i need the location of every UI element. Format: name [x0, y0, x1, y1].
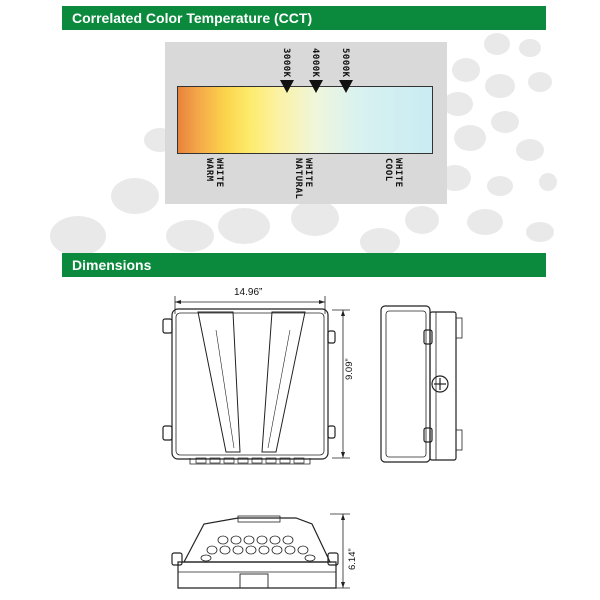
marker-label-3000k: 3000K	[281, 48, 291, 78]
marker-label-5000k: 5000K	[340, 48, 350, 78]
label-cool-line1: COOL	[383, 158, 393, 182]
dimensions-section-title: Dimensions	[72, 257, 152, 273]
marker-label-4000k: 4000K	[310, 48, 320, 78]
height-dimension-label: 9.09”	[344, 358, 355, 380]
label-warm-line2: WHITE	[214, 158, 224, 188]
led-row-top	[218, 536, 293, 544]
label-natural-line2: WHITE	[303, 158, 313, 188]
label-cool-line2: WHITE	[393, 158, 403, 188]
cct-section-title: Correlated Color Temperature (CCT)	[72, 10, 313, 26]
width-dimension-label: 14.96”	[234, 287, 263, 298]
led-row-middle	[207, 546, 308, 554]
label-warm-line1: WARM	[204, 158, 214, 182]
led-row-bottom	[201, 555, 315, 561]
label-natural-line1: NATURAL	[293, 158, 303, 200]
depth-dimension-label: 6.14”	[347, 548, 358, 570]
